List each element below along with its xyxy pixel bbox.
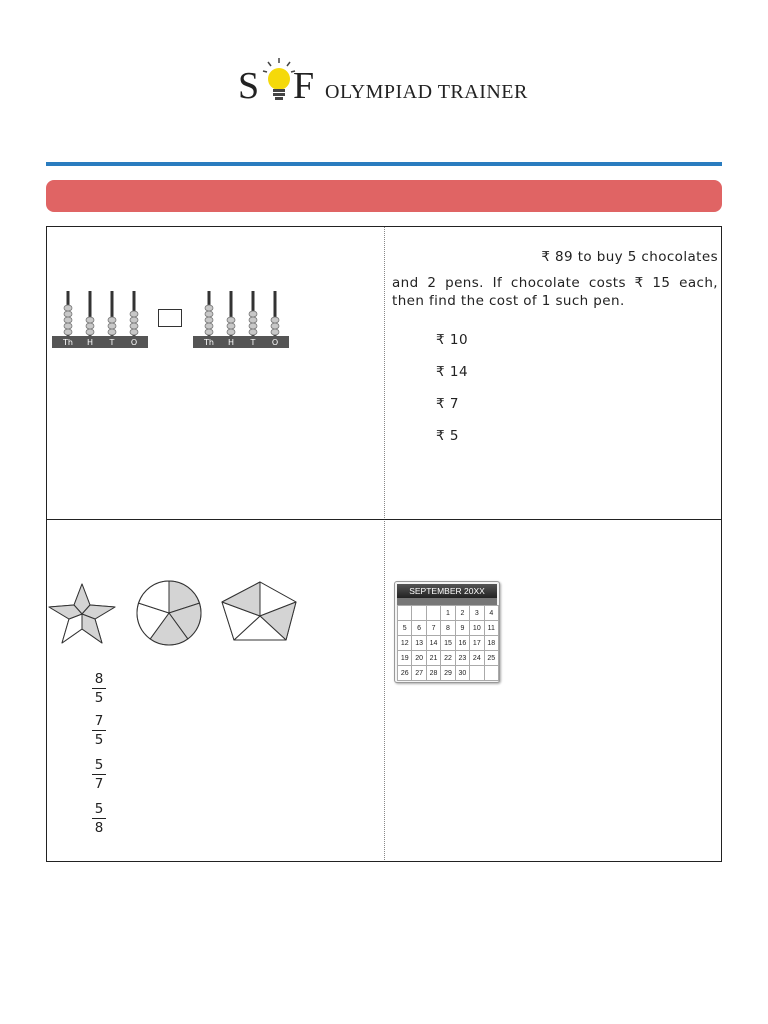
calendar-day-cell: 8 [441,621,455,636]
calendar-day-cell: 19 [398,651,412,666]
calendar-day-cell: 10 [470,621,484,636]
question-2-text [392,248,718,310]
star-shape [49,584,115,643]
calendar-day-cell: 23 [455,651,469,666]
calendar-day-cell: 27 [412,666,426,681]
abacus-label: O [271,338,279,347]
calendar-day-cell [426,606,440,621]
option-d[interactable]: ₹ 5 [436,428,459,444]
calendar-week-row [398,651,499,666]
abacus-label: Th [204,338,214,347]
calendar-day-cell: 26 [398,666,412,681]
calendar-week-row [398,621,499,636]
fraction-option-b[interactable] [92,713,106,748]
calendar-day-cell: 25 [484,651,498,666]
calendar-grid [397,605,499,681]
logo-letter-s: S [238,65,260,107]
calendar-day-cell: 24 [470,651,484,666]
numerator: 8 [94,671,104,687]
calendar-day-cell: 1 [441,606,455,621]
question-2-line-2: and 2 pens. If chocolate costs ₹ 15 each, then find the cost of 1 such pen. [392,275,718,309]
calendar-day-cell [484,666,498,681]
calendar-day-cell: 20 [412,651,426,666]
calendar-day-cell: 9 [455,621,469,636]
option-b[interactable]: ₹ 14 [436,364,469,380]
abacus-label: O [130,338,138,347]
calendar-day-cell: 5 [398,621,412,636]
calendar-day-cell: 28 [426,666,440,681]
calendar-day-cell: 7 [426,621,440,636]
abacus-label: Th [63,338,73,347]
question-1-figure [50,288,300,350]
calendar-image [394,581,500,683]
calendar-weekday-strip [397,598,497,605]
calendar-title: SEPTEMBER 20XX [397,584,497,598]
calendar-day-cell: 12 [398,636,412,651]
abacus-left [50,288,150,350]
abacus-right [190,288,292,350]
calendar-day-cell: 18 [484,636,498,651]
numerator: 5 [94,757,104,773]
calendar-day-cell: 29 [441,666,455,681]
calendar-day-cell: 15 [441,636,455,651]
logo-title: OLYMPIAD TRAINER [325,81,528,103]
calendar-day-cell: 6 [412,621,426,636]
calendar-day-cell: 13 [412,636,426,651]
abacus-label: T [250,338,256,347]
fraction-option-a[interactable] [92,671,106,706]
calendar-day-cell: 21 [426,651,440,666]
pentagon-shape [222,582,296,640]
fraction-option-d[interactable] [92,801,106,836]
section-banner [46,180,722,212]
calendar-day-cell: 17 [470,636,484,651]
sof-logo [236,56,536,106]
question-3-shapes [48,578,300,650]
comparison-blank-box[interactable] [158,309,182,327]
calendar-day-cell [412,606,426,621]
denominator: 7 [94,776,104,792]
option-c[interactable]: ₹ 7 [436,396,459,412]
row-divider [47,519,721,520]
denominator: 5 [94,732,104,748]
abacus-label: H [86,338,94,347]
abacus-label: H [227,338,235,347]
circle-shape [137,581,201,645]
calendar-week-row [398,606,499,621]
calendar-day-cell: 2 [455,606,469,621]
fraction-option-c[interactable] [92,757,106,792]
calendar-day-cell: 30 [455,666,469,681]
column-divider [384,227,385,860]
calendar-week-row [398,636,499,651]
calendar-day-cell [398,606,412,621]
numerator: 5 [94,801,104,817]
header-rule [46,162,722,166]
abacus-label: T [109,338,115,347]
logo-letter-f: F [293,65,315,107]
calendar-day-cell: 4 [484,606,498,621]
calendar-day-cell: 22 [441,651,455,666]
calendar-day-cell [470,666,484,681]
calendar-week-row [398,666,499,681]
calendar-day-cell: 16 [455,636,469,651]
calendar-day-cell: 3 [470,606,484,621]
numerator: 7 [94,713,104,729]
lightbulb-icon [262,58,296,104]
calendar-day-cell: 11 [484,621,498,636]
option-a[interactable]: ₹ 10 [436,332,469,348]
question-2-line-1: ₹ 89 to buy 5 chocolates [541,249,718,265]
calendar-day-cell: 14 [426,636,440,651]
denominator: 8 [94,820,104,836]
denominator: 5 [94,690,104,706]
